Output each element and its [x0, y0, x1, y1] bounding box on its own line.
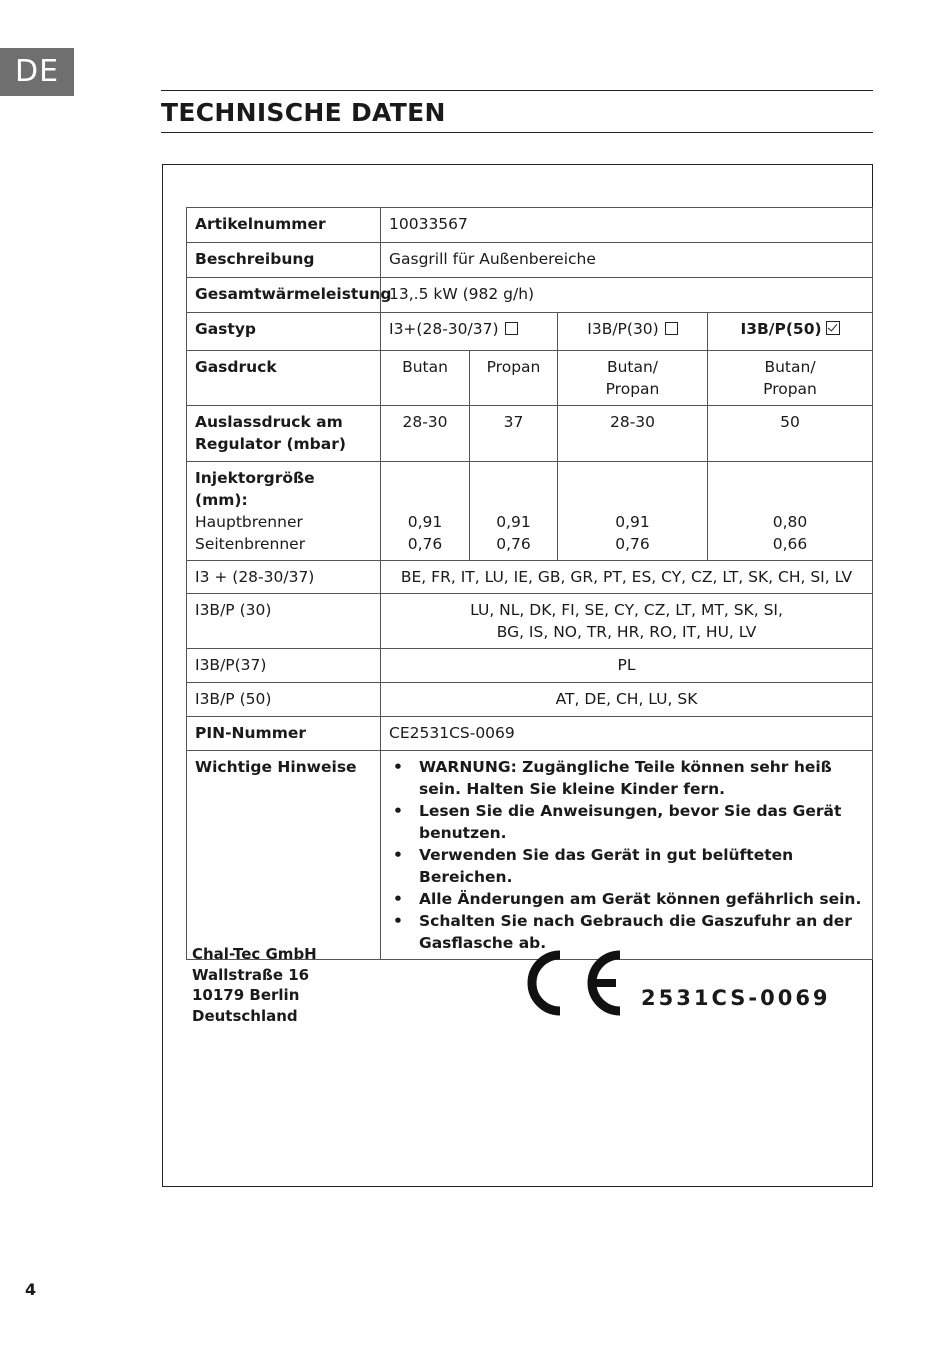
label-beschreibung: Beschreibung: [187, 243, 381, 278]
gasdruck-c3-line1: Butan/: [606, 358, 659, 376]
auslass-c3: 28-30: [558, 406, 708, 462]
auslass-c1: 28-30: [381, 406, 470, 462]
label-auslassdruck: [187, 406, 381, 462]
label-pin: PIN-Nummer: [187, 717, 381, 751]
value-i3bp50: AT, DE, CH, LU, SK: [381, 683, 873, 717]
hinweis-item: • Schalten Sie nach Gebrauch die Gaszufuhr an der Gasflasche ab.: [389, 910, 864, 954]
label-gesamtwaerme: Gesamtwärmeleistung: [187, 278, 381, 313]
gasdruck-c3-line2: Propan: [605, 380, 660, 398]
value-i3bp30: [381, 594, 873, 649]
checkbox-empty-icon: [505, 322, 518, 335]
hinweise-list: [389, 756, 864, 954]
row-i3bp30: [187, 594, 873, 649]
row-i3bp50: [187, 683, 873, 717]
row-injektor: [187, 462, 873, 561]
injektor-c2-main: 0,91: [496, 513, 531, 531]
label-gasdruck: Gasdruck: [187, 351, 381, 406]
injektor-c3-main: 0,91: [615, 513, 650, 531]
ce-logo-icon: [524, 946, 628, 1020]
row-auslassdruck: [187, 406, 873, 462]
injektor-c3-side: 0,76: [615, 535, 650, 553]
row-gasdruck: [187, 351, 873, 406]
label-injektor: [187, 462, 381, 561]
gastyp-option-2: [558, 313, 708, 351]
checkbox-empty-icon: [665, 322, 678, 335]
injektor-c3: [558, 462, 708, 561]
address-line: Deutschland: [192, 1006, 298, 1025]
label-auslassdruck-line2: Regulator (mbar): [195, 435, 346, 453]
injektor-c1-side: 0,76: [407, 535, 443, 553]
gasdruck-c1: Butan: [381, 351, 470, 406]
row-gastyp: [187, 313, 873, 351]
checkbox-checked-icon: [826, 321, 840, 335]
value-i3: BE, FR, IT, LU, IE, GB, GR, PT, ES, CY, CZ, LT, SK, CH, SI, LV: [381, 561, 873, 594]
injektor-c4-main: 0,80: [772, 513, 808, 531]
ce-number: 2531CS-0069: [641, 986, 831, 1010]
hinweis-item: • Verwenden Sie das Gerät in gut belüfteten Bereichen.: [389, 844, 864, 888]
section-title: TECHNISCHE DATEN: [161, 98, 446, 127]
injektor-c1-main: 0,91: [407, 513, 443, 531]
label-injektor-title: Injektorgröße (mm):: [195, 469, 315, 509]
value-artikelnummer: 10033567: [381, 208, 873, 243]
spec-table: [186, 207, 873, 960]
row-gesamtwaerme: [187, 278, 873, 313]
gastyp-option-1-label: I3+(28-30/37): [389, 320, 499, 338]
label-i3bp30: I3B/P (30): [187, 594, 381, 649]
gastyp-option-3: [708, 313, 873, 351]
address-line: Wallstraße 16: [192, 965, 310, 984]
label-artikelnummer: Artikelnummer: [187, 208, 381, 243]
gastyp-option-2-label: I3B/P(30): [587, 320, 659, 338]
gasdruck-c4: [708, 351, 873, 406]
value-beschreibung: Gasgrill für Außenbereiche: [381, 243, 873, 278]
row-hinweise: [187, 751, 873, 960]
label-i3bp50: I3B/P (50): [187, 683, 381, 717]
value-i3bp30-line2: BG, IS, NO, TR, HR, RO, IT, HU, LV: [496, 623, 757, 641]
label-auslassdruck-line1: Auslassdruck am: [195, 413, 343, 431]
manufacturer-address: [192, 944, 317, 1026]
address-line: Chal-Tec GmbH: [192, 945, 317, 963]
value-pin: CE2531CS-0069: [381, 717, 873, 751]
hinweis-item: • Alle Änderungen am Gerät können gefährlich sein.: [389, 888, 864, 910]
row-pin: [187, 717, 873, 751]
row-beschreibung: [187, 243, 873, 278]
language-tab: DE: [0, 48, 74, 96]
hinweis-item: • Lesen Sie die Anweisungen, bevor Sie das Gerät benutzen.: [389, 800, 864, 844]
row-artikelnummer: [187, 208, 873, 243]
injektor-c1: [381, 462, 470, 561]
auslass-c4: 50: [708, 406, 873, 462]
gasdruck-c4-line2: Propan: [763, 380, 817, 398]
value-gesamtwaerme: 13,.5 kW (982 g/h): [381, 278, 873, 313]
page-number: 4: [25, 1280, 37, 1299]
value-hinweise: [381, 751, 873, 960]
label-hauptbrenner: Hauptbrenner: [195, 513, 303, 531]
gasdruck-c3: [558, 351, 708, 406]
label-gastyp: Gastyp: [187, 313, 381, 351]
gasdruck-c2: Propan: [470, 351, 558, 406]
title-rule-bottom: [161, 132, 873, 133]
gastyp-option-3-label: I3B/P(50): [740, 320, 822, 338]
value-i3bp30-line1: LU, NL, DK, FI, SE, CY, CZ, LT, MT, SK, SI,: [470, 601, 783, 619]
gasdruck-c4-line1: Butan/: [764, 358, 816, 376]
gastyp-option-1: [381, 313, 558, 351]
row-i3: [187, 561, 873, 594]
auslass-c2: 37: [470, 406, 558, 462]
label-i3bp37: I3B/P(37): [187, 649, 381, 683]
hinweis-item: • WARNUNG: Zugängliche Teile können sehr heiß sein. Halten Sie kleine Kinder fern.: [389, 756, 864, 800]
injektor-c2-side: 0,76: [496, 535, 531, 553]
label-seitenbrenner: Seitenbrenner: [195, 535, 306, 553]
address-line: 10179 Berlin: [192, 986, 300, 1004]
injektor-c4-side: 0,66: [772, 535, 808, 553]
row-i3bp37: [187, 649, 873, 683]
value-i3bp37: PL: [381, 649, 873, 683]
title-rule-top: [161, 90, 873, 91]
injektor-c2: [470, 462, 558, 561]
label-i3: I3 + (28-30/37): [187, 561, 381, 594]
injektor-c4: [708, 462, 873, 561]
label-hinweise: Wichtige Hinweise: [187, 751, 381, 960]
